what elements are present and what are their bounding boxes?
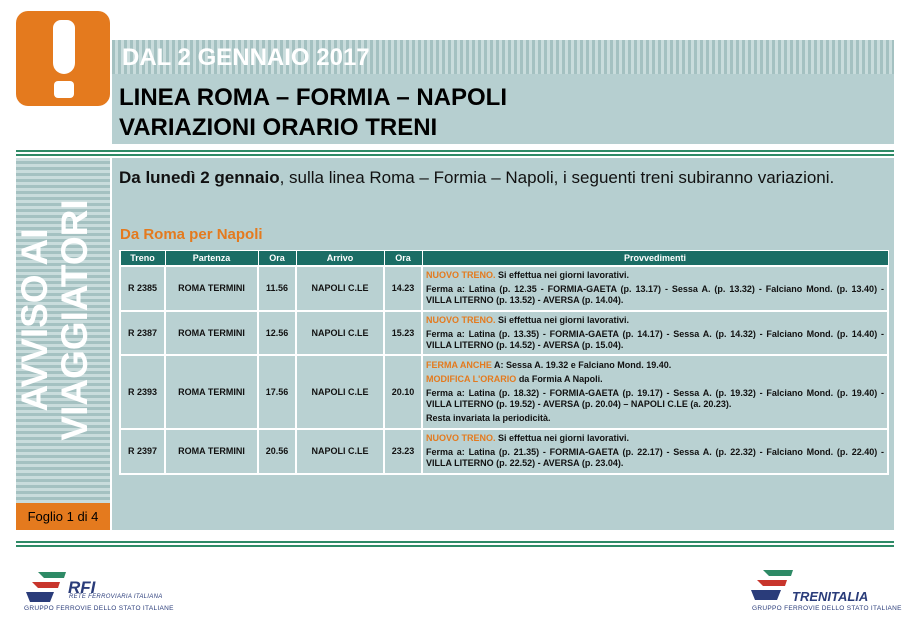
separator-line [16,154,894,156]
highlight-label: NUOVO TRENO. [426,314,496,325]
cell-provvedimenti [422,266,888,311]
cell-treno: R 2397 [120,429,165,474]
date-title: DAL 2 GENNAIO 2017 [122,44,370,71]
side-title-line-1: AVVISO AI [14,228,55,412]
cell-ora-partenza: 17.56 [258,355,296,429]
table-row [120,266,888,311]
cell-provvedimenti [422,355,888,429]
cell-partenza: ROMA TERMINI [165,355,258,429]
cell-provvedimenti [422,429,888,474]
side-vertical-title [15,199,95,440]
trenitalia-name: TRENITALIA [792,589,869,604]
exclamation-dot [54,81,74,98]
table-header-row [120,251,888,266]
modify-line [426,374,884,385]
cell-treno: R 2385 [120,266,165,311]
page-indicator: Foglio 1 di 4 [16,503,110,530]
cell-ora-partenza: 12.56 [258,311,296,355]
cell-ora-arrivo: 15.23 [384,311,422,355]
stops-text: Ferma a: Latina (p. 13.35) - FORMIA-GAETA (p. 14.17) - Sessa A. (p. 14.32) - Falciano Mond. (p. 14.40) - VILLA LITERNO (p. 14.52) - AVERSA (p. 15.04). [426,328,884,350]
table-row [120,355,888,429]
timetable [119,250,889,475]
cell-arrivo: NAPOLI C.LE [296,429,384,474]
intro-bold: Da lunedì 2 gennaio [119,168,280,187]
cell-arrivo: NAPOLI C.LE [296,266,384,311]
prov-text: da Formia A Napoli. [516,373,603,384]
rfi-group: GRUPPO FERROVIE DELLO STATO ITALIANE [24,605,174,612]
exclamation-bar [53,20,75,74]
col-header-ora-arrivo: Ora [384,251,422,266]
highlight-label: NUOVO TRENO. [426,270,496,280]
cell-treno: R 2387 [120,311,165,355]
stops-text: Ferma a: Latina (p. 12.35 - FORMIA-GAETA (p. 13.17) - Sessa A. (p. 13.32) - Falciano Mond. (p. 13.40) - VILLA LITERNO (p. 13.52) - AVERSA (p. 14.04). [426,284,884,305]
cell-ora-partenza: 11.56 [258,266,296,311]
cell-partenza: ROMA TERMINI [165,429,258,474]
rfi-name: RFI [68,578,96,597]
highlight-label: MODIFICA L'ORARIO [426,373,517,384]
cell-ora-arrivo: 23.23 [384,429,422,474]
table-row [120,429,888,474]
cell-arrivo: NAPOLI C.LE [296,311,384,355]
col-header-ora-partenza: Ora [258,251,296,266]
trenitalia-group: GRUPPO FERROVIE DELLO STATO ITALIANE [752,605,902,612]
side-title-line-2: VIAGGIATORI [54,199,95,441]
title-line-1: LINEA ROMA – FORMIA – NAPOLI [119,84,508,111]
col-header-provvedimenti: Provvedimenti [422,251,888,266]
separator-line [16,545,894,547]
title-line-2: VARIAZIONI ORARIO TRENI [119,114,438,141]
separator-line [16,541,894,543]
separator-line [16,150,894,152]
warning-icon [16,11,110,106]
prov-text: Si effettua nei giorni lavorativi. [495,314,630,325]
cell-partenza: ROMA TERMINI [165,266,258,311]
prov-text: A: Sessa A. 19.32 e Falciano Mond. 19.40. [491,359,672,370]
highlight-label: FERMA ANCHE [426,359,492,370]
cell-provvedimenti [422,311,888,355]
periodicity-note: Resta invariata la periodicità. [426,412,551,423]
col-header-arrivo: Arrivo [296,251,384,266]
stops-text: Ferma a: Latina (p. 18.32) - FORMIA-GAETA (p. 19.17) - Sessa A. (p. 19.32) - Falciano Mond. (p. 19.40) - VILLA LITERNO (p. 19.52) - AVERSA (p. 20.04) – NAPOLI C.LE (a. 20.23). [426,387,884,409]
cell-partenza: ROMA TERMINI [165,311,258,355]
section-subtitle: Da Roma per Napoli [120,226,263,243]
table-row [120,311,888,355]
intro-text [119,167,883,189]
cell-treno: R 2393 [120,355,165,429]
rfi-subtitle: RETE FERROVIARIA ITALIANA [69,594,163,600]
cell-ora-arrivo: 20.10 [384,355,422,429]
cell-arrivo: NAPOLI C.LE [296,355,384,429]
highlight-label: NUOVO TRENO. [426,433,496,443]
prov-text: Si effettua nei giorni lavorativi. [495,270,630,280]
intro-rest: , sulla linea Roma – Formia – Napoli, i seguenti treni subiranno variazioni. [279,168,835,187]
col-header-treno: Treno [120,251,165,266]
cell-ora-partenza: 20.56 [258,429,296,474]
stops-text: Ferma a: Latina (p. 21.35) - FORMIA-GAETA (p. 22.17) - Sessa A. (p. 22.32) - Falciano Mond. (p. 22.40) - VILLA LITERNO (p. 22.52) - AVERSA (p. 23.04). [426,447,884,468]
cell-ora-arrivo: 14.23 [384,266,422,311]
col-header-partenza: Partenza [165,251,258,266]
prov-text: Si effettua nei giorni lavorativi. [495,433,630,443]
